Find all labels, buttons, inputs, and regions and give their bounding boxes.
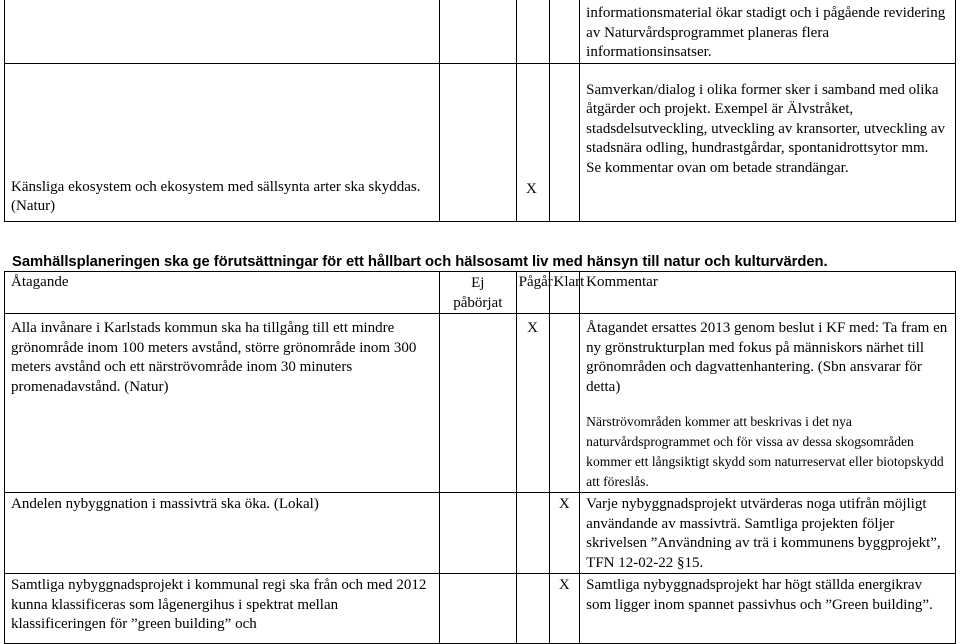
comment-text: Åtagandet ersattes 2013 genom beslut i KF med: Ta fram en ny grönstrukturplan med fokus på människors närhet till grönområden och dagvattenhantering. (Sbn ansvarar för detta) bbox=[586, 320, 948, 395]
commitment-cell bbox=[5, 63, 440, 221]
done-cell bbox=[549, 63, 580, 221]
commitment-text: Känsliga ekosystem och ekosystem med sällsynta arter ska skyddas. (Natur) bbox=[11, 178, 421, 214]
header-done: Klart bbox=[549, 272, 580, 314]
commitment-text: Samtliga nybyggnadsprojekt i kommunal regi ska från och med 2012 kunna klassificeras som lågenergihus i spektrat mellan klassificeringen för ”green building” och bbox=[11, 577, 427, 632]
comment-cell bbox=[580, 493, 956, 574]
done-cell bbox=[549, 0, 580, 63]
header-ongoing: Pågår bbox=[516, 272, 549, 314]
ongoing-cell bbox=[516, 574, 549, 644]
commitments-table bbox=[4, 271, 956, 644]
table-row bbox=[5, 493, 956, 574]
comment-cell bbox=[580, 574, 956, 644]
comment-cell bbox=[580, 63, 956, 221]
commitment-cell bbox=[5, 0, 440, 63]
header-comment: Kommentar bbox=[580, 272, 956, 314]
commitment-text: Andelen nybyggnation i massivträ ska öka. (Lokal) bbox=[11, 496, 319, 512]
commitment-text: Alla invånare i Karlstads kommun ska ha tillgång till ett mindre grönområde inom 100 meters avstånd, större grönområde inom 300 meters avstånd och ett närströvområde inom 30 minuters promenadavstånd. (Natur) bbox=[11, 320, 417, 395]
header-not-started: Ej påbörjat bbox=[439, 272, 516, 314]
commitment-cell bbox=[5, 493, 440, 574]
comment-text: informationsmaterial ökar stadigt och i pågående revidering av Naturvårdsprogrammet planeras flera informationsinsatser. bbox=[586, 5, 946, 60]
ongoing-cell bbox=[516, 493, 549, 574]
commitment-cell bbox=[5, 574, 440, 644]
not-started-cell bbox=[439, 493, 516, 574]
section-heading: Samhällsplaneringen ska ge förutsättningar för ett hållbart och hälsosamt liv med hänsyn till natur och kulturvärden. bbox=[12, 254, 828, 270]
table-row bbox=[5, 574, 956, 644]
comment-text: Samverkan/dialog i olika former sker i samband med olika åtgärder och projekt. Exempel är Älvstråket, stadsdelsutveckling, utveckling av kransorter, utveckling av stadsnära odling, hundrastgårdar, spontanidrottsytor mm. bbox=[586, 81, 946, 156]
ongoing-mark: X bbox=[527, 320, 538, 336]
top-table bbox=[4, 0, 956, 222]
done-cell bbox=[549, 574, 580, 644]
done-cell bbox=[549, 493, 580, 574]
not-started-cell bbox=[439, 0, 516, 63]
comment-text-2: Se kommentar ovan om betade strandängar. bbox=[586, 159, 849, 176]
comment-text: Varje nybyggnadsprojekt utvärderas noga utifrån möjligt användande av massivträ. Samtliga projekten följer skrivelsen ”Användning av trä i kommunens byggprojekt”, TFN 12-02-22 §15. bbox=[586, 496, 941, 571]
done-mark: X bbox=[558, 496, 570, 512]
ongoing-mark: X bbox=[526, 181, 537, 197]
comment-text: Samtliga nybyggnadsprojekt har högt ställda energikrav som ligger inom spannet passivhus och ”Green building”. bbox=[586, 577, 933, 613]
commitment-cell bbox=[5, 314, 440, 493]
not-started-cell bbox=[439, 314, 516, 493]
not-started-cell bbox=[439, 63, 516, 221]
top-table-row-ecosystem bbox=[5, 63, 956, 221]
header-commitment: Åtagande bbox=[5, 272, 440, 314]
comment-text-2: Närströvområden kommer att beskrivas i det nya naturvårdsprogrammet och för vissa av dessa skogsområden kommer ett långsiktigt skydd som naturreservat eller biotopskydd att föreslås. bbox=[586, 414, 944, 489]
not-started-cell bbox=[439, 574, 516, 644]
ongoing-cell bbox=[516, 0, 549, 63]
done-mark: X bbox=[558, 577, 570, 593]
comment-cell bbox=[580, 0, 956, 63]
table-row bbox=[5, 314, 956, 493]
done-cell bbox=[549, 314, 580, 493]
comment-cell bbox=[580, 314, 956, 493]
table-header-row bbox=[5, 272, 956, 314]
ongoing-cell bbox=[516, 314, 549, 493]
top-table-row-continued bbox=[5, 0, 956, 63]
